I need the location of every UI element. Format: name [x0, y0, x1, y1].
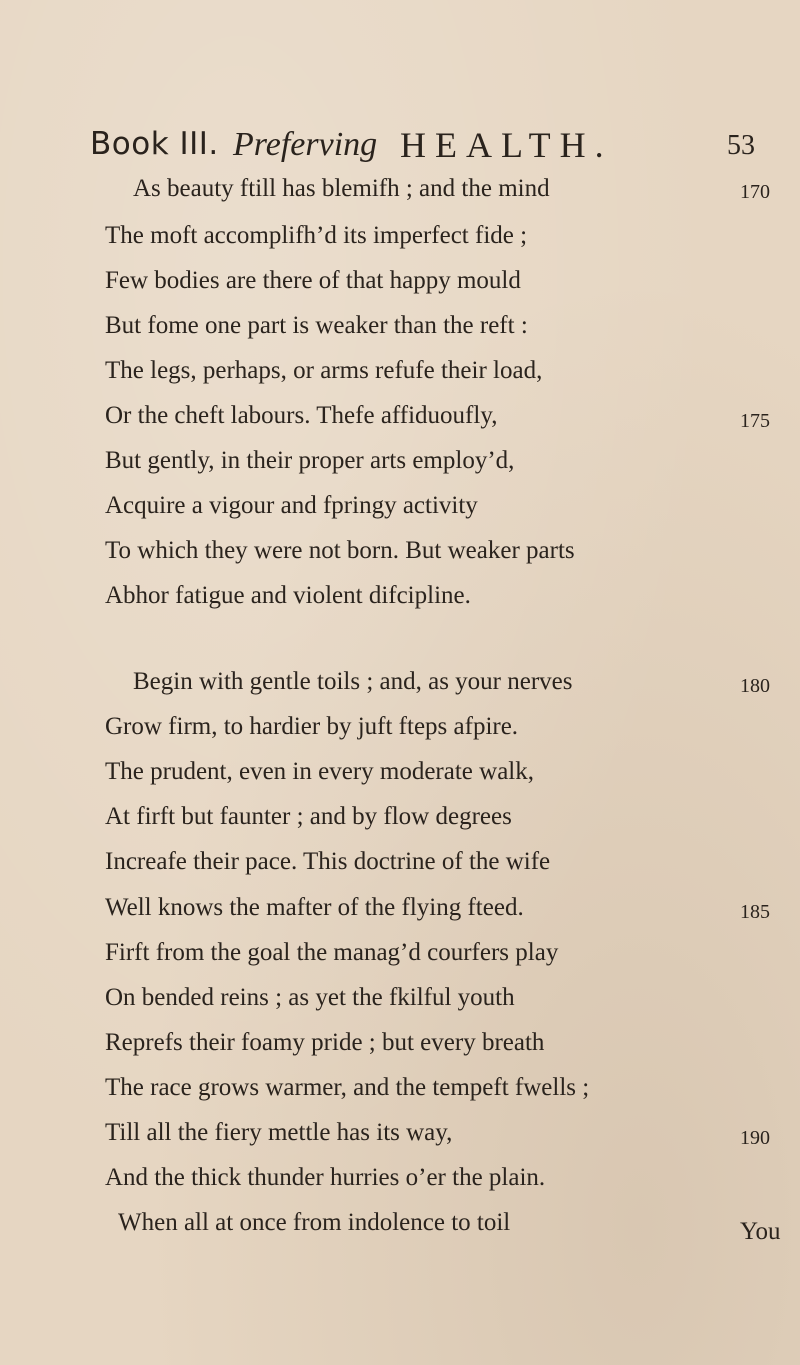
line-number: 170 — [740, 181, 770, 203]
line-number: 175 — [740, 410, 770, 432]
section-title: Preferving — [233, 126, 378, 163]
verse-line: Till all the fiery mettle has its way, — [105, 1119, 453, 1146]
verse-line: The prudent, even in every moderate walk, — [105, 758, 534, 785]
verse-line: Reprefs their foamy pride ; but every breath — [105, 1029, 545, 1056]
verse-line: On bended reins ; as yet the fkilful youth — [105, 984, 515, 1011]
verse-line: The race grows warmer, and the tempeft fwells ; — [105, 1074, 590, 1101]
verse-line: The moft accomplifh’d its imperfect fide ; — [105, 222, 528, 249]
verse-line: Or the cheft labours. Thefe affiduoufly, — [105, 402, 498, 429]
verse-line: Acquire a vigour and fpringy activity — [105, 492, 478, 519]
verse-line: As beauty ftill has blemifh ; and the mind — [133, 175, 550, 202]
verse-line: Increafe their pace. This doctrine of the wife — [105, 848, 551, 875]
book-label: Book III. — [90, 126, 219, 162]
line-number: 190 — [740, 1127, 770, 1149]
verse-line: Few bodies are there of that happy mould — [105, 267, 521, 294]
verse-line: Well knows the mafter of the flying fteed. — [105, 894, 524, 921]
verse-line: When all at once from indolence to toil — [118, 1209, 511, 1236]
page-number: 53 — [727, 130, 755, 161]
verse-line: But fome one part is weaker than the reft : — [105, 312, 528, 339]
verse-line: Begin with gentle toils ; and, as your nerves — [133, 668, 573, 695]
verse-line: Abhor fatigue and violent difcipline. — [105, 582, 471, 609]
line-number: 185 — [740, 901, 770, 923]
running-header — [90, 118, 780, 168]
verse-line: To which they were not born. But weaker parts — [105, 537, 575, 564]
catchword: You — [740, 1218, 781, 1245]
verse-line: At firft but faunter ; and by flow degrees — [105, 803, 512, 830]
line-number: 180 — [740, 675, 770, 697]
verse-line: And the thick thunder hurries o’er the plain. — [105, 1164, 546, 1191]
verse-line: But gently, in their proper arts employ’d, — [105, 447, 515, 474]
verse-line: The legs, perhaps, or arms refufe their load, — [105, 357, 543, 384]
verse-line: Grow firm, to hardier by juft fteps afpire. — [105, 713, 519, 740]
verse-line: Firft from the goal the manag’d courfers play — [105, 939, 559, 966]
health-title: HEALTH. — [400, 125, 613, 165]
